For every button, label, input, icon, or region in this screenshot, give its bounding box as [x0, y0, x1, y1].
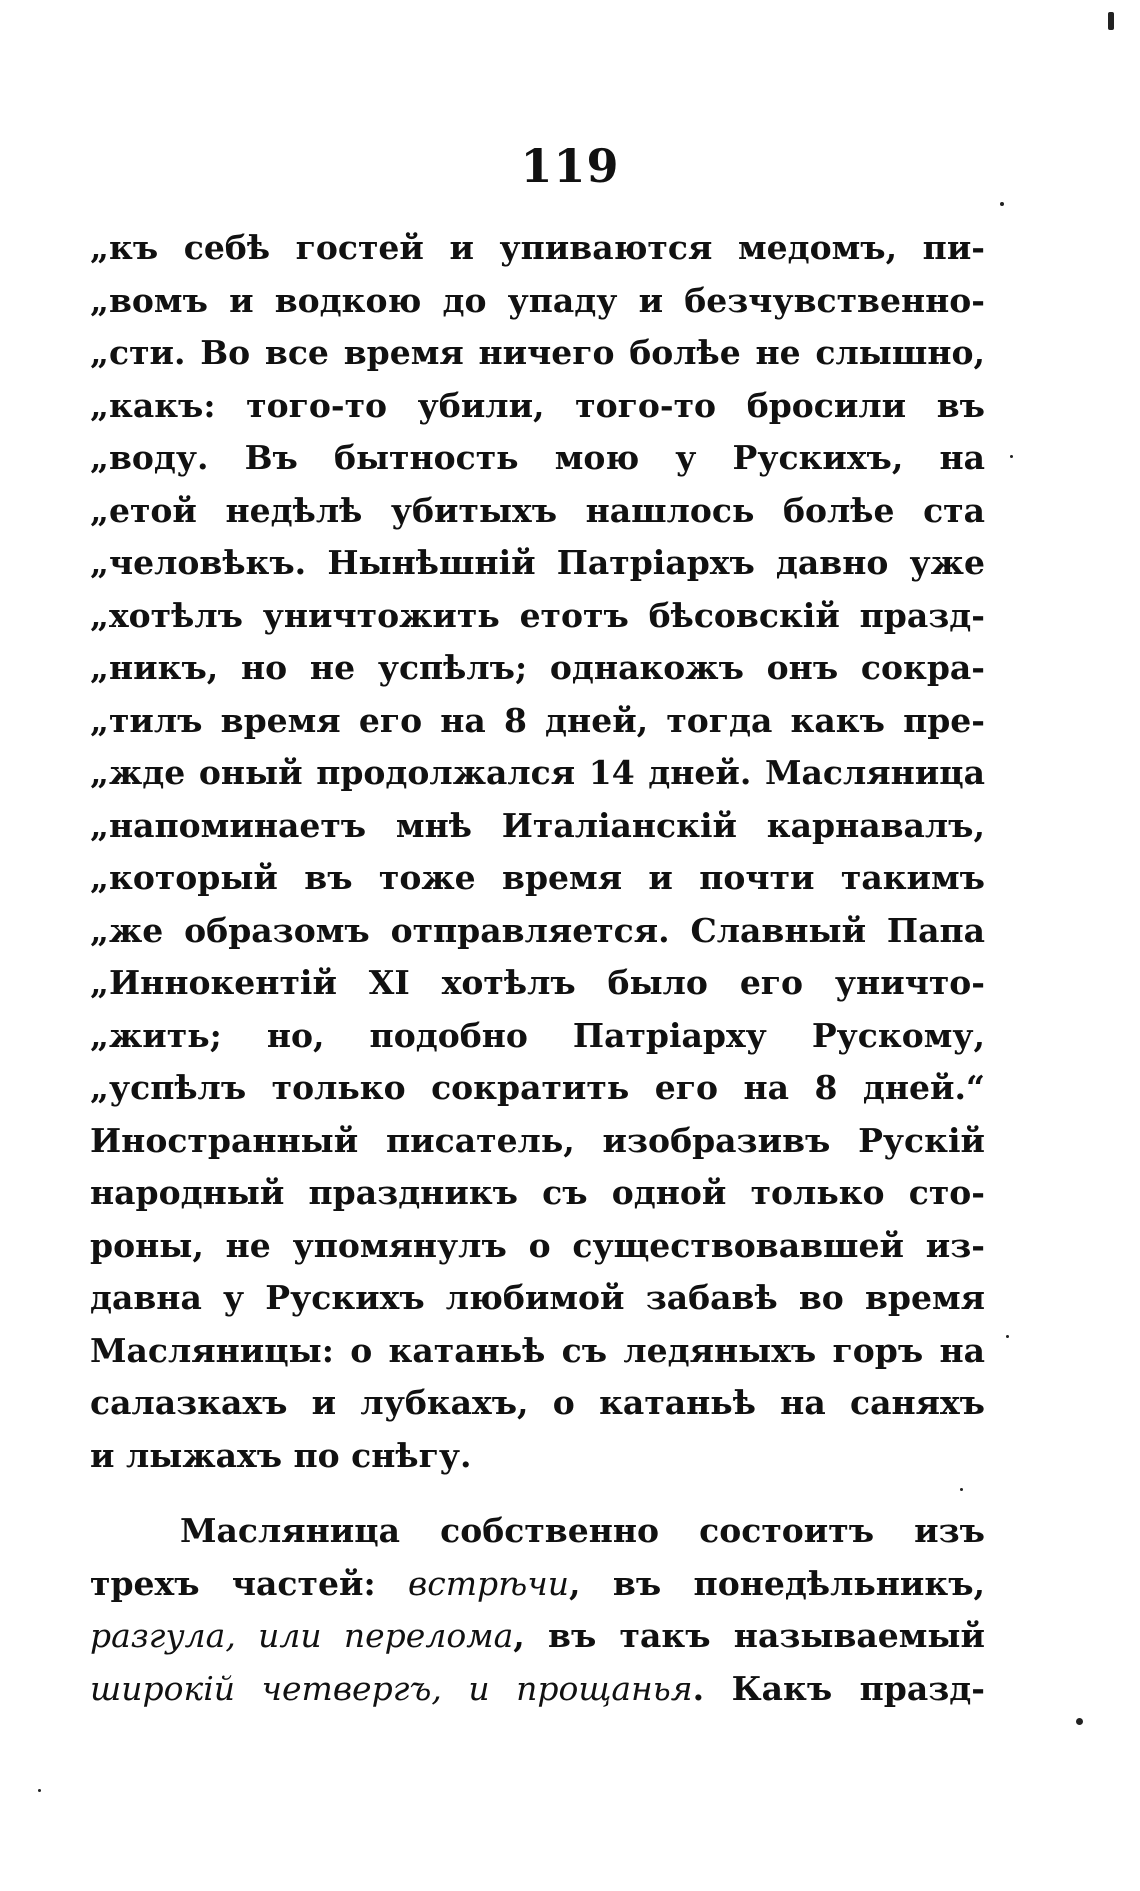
italic-term: широкій четвергъ	[90, 1668, 432, 1708]
text-line: Масляницы: о катаньѣ съ ледяныхъ горъ на	[90, 1330, 985, 1370]
scan-speck	[960, 1488, 963, 1491]
scan-speck	[1010, 455, 1013, 458]
text-line: народный праздникъ съ одной только сто-	[90, 1173, 985, 1212]
text-line	[90, 1663, 985, 1716]
italic-term: прощанья	[516, 1668, 693, 1708]
scan-speck	[1108, 12, 1114, 30]
paragraph-quote	[90, 222, 985, 1482]
text-line: „къ себѣ гостей и упиваются медомъ, пи-	[90, 228, 985, 267]
text-line: „тилъ время его на 8 дней, тогда какъ пре-	[90, 700, 985, 740]
text-line: Иностранный писатель, изобразивъ Рускій	[90, 1120, 985, 1160]
text-line: и лыжахъ по снѣгу.	[90, 1435, 472, 1475]
text-line: роны, не упомянулъ о существовавшей из-	[90, 1225, 985, 1265]
text-line: „сти. Во все время ничего болѣе не слышно,	[90, 333, 985, 372]
text-line: салазкахъ и лубкахъ, о катаньѣ на саняхъ	[90, 1383, 985, 1422]
text-run: , и	[431, 1668, 517, 1708]
scan-speck	[1006, 1335, 1009, 1338]
text-run: . Какъ празд-	[692, 1668, 985, 1708]
text-line: „какъ: того-то убили, того-то бросили въ	[90, 385, 985, 425]
italic-term: перелома	[343, 1616, 514, 1655]
text-line: „Иннокентій XI хотѣлъ было его уничто-	[90, 963, 985, 1002]
page-number: 119	[520, 139, 620, 193]
paragraph-maslenitsa	[90, 1505, 985, 1715]
text-run: , въ понедѣльникъ,	[569, 1563, 985, 1603]
text-line	[90, 1558, 985, 1611]
text-run: , или	[225, 1616, 344, 1655]
text-run: трехъ частей:	[90, 1563, 409, 1603]
text-line: „успѣлъ только сократить его на 8 дней.“	[90, 1068, 985, 1107]
text-line: „никъ, но не успѣлъ; однакожъ онъ сокра-	[90, 648, 985, 687]
italic-term: разгула	[90, 1616, 226, 1655]
italic-term: встрѣчи	[408, 1563, 570, 1603]
text-line: давна у Рускихъ любимой забавѣ во время	[90, 1278, 985, 1317]
scan-speck	[1076, 1718, 1083, 1725]
text-line: „жде оный продолжался 14 дней. Масляница	[90, 753, 985, 792]
text-line: „человѣкъ. Нынѣшній Патріархъ давно уже	[90, 543, 985, 582]
scan-speck	[1000, 202, 1004, 206]
text-run: , въ такъ называемый	[513, 1616, 985, 1655]
text-line: „жить; но, подобно Патріарху Рускому,	[90, 1015, 985, 1055]
text-line: „хотѣлъ уничтожить етотъ бѣсовскій празд-	[90, 595, 985, 635]
text-line: „который въ тоже время и почти такимъ	[90, 858, 985, 897]
text-line: „воду. Въ бытность мою у Рускихъ, на	[90, 438, 985, 477]
text-line: „вомъ и водкою до упаду и безчувственно-	[90, 280, 985, 320]
text-line: Масляница собственно состоитъ изъ	[180, 1511, 985, 1550]
text-line: „етой недѣлѣ убитыхъ нашлось болѣе ста	[90, 490, 985, 530]
text-line: „же образомъ отправляется. Славный Папа	[90, 910, 985, 950]
scan-speck	[38, 1789, 41, 1792]
text-line	[90, 1610, 985, 1663]
text-line: „напоминаетъ мнѣ Италіанскій карнавалъ,	[90, 805, 985, 845]
